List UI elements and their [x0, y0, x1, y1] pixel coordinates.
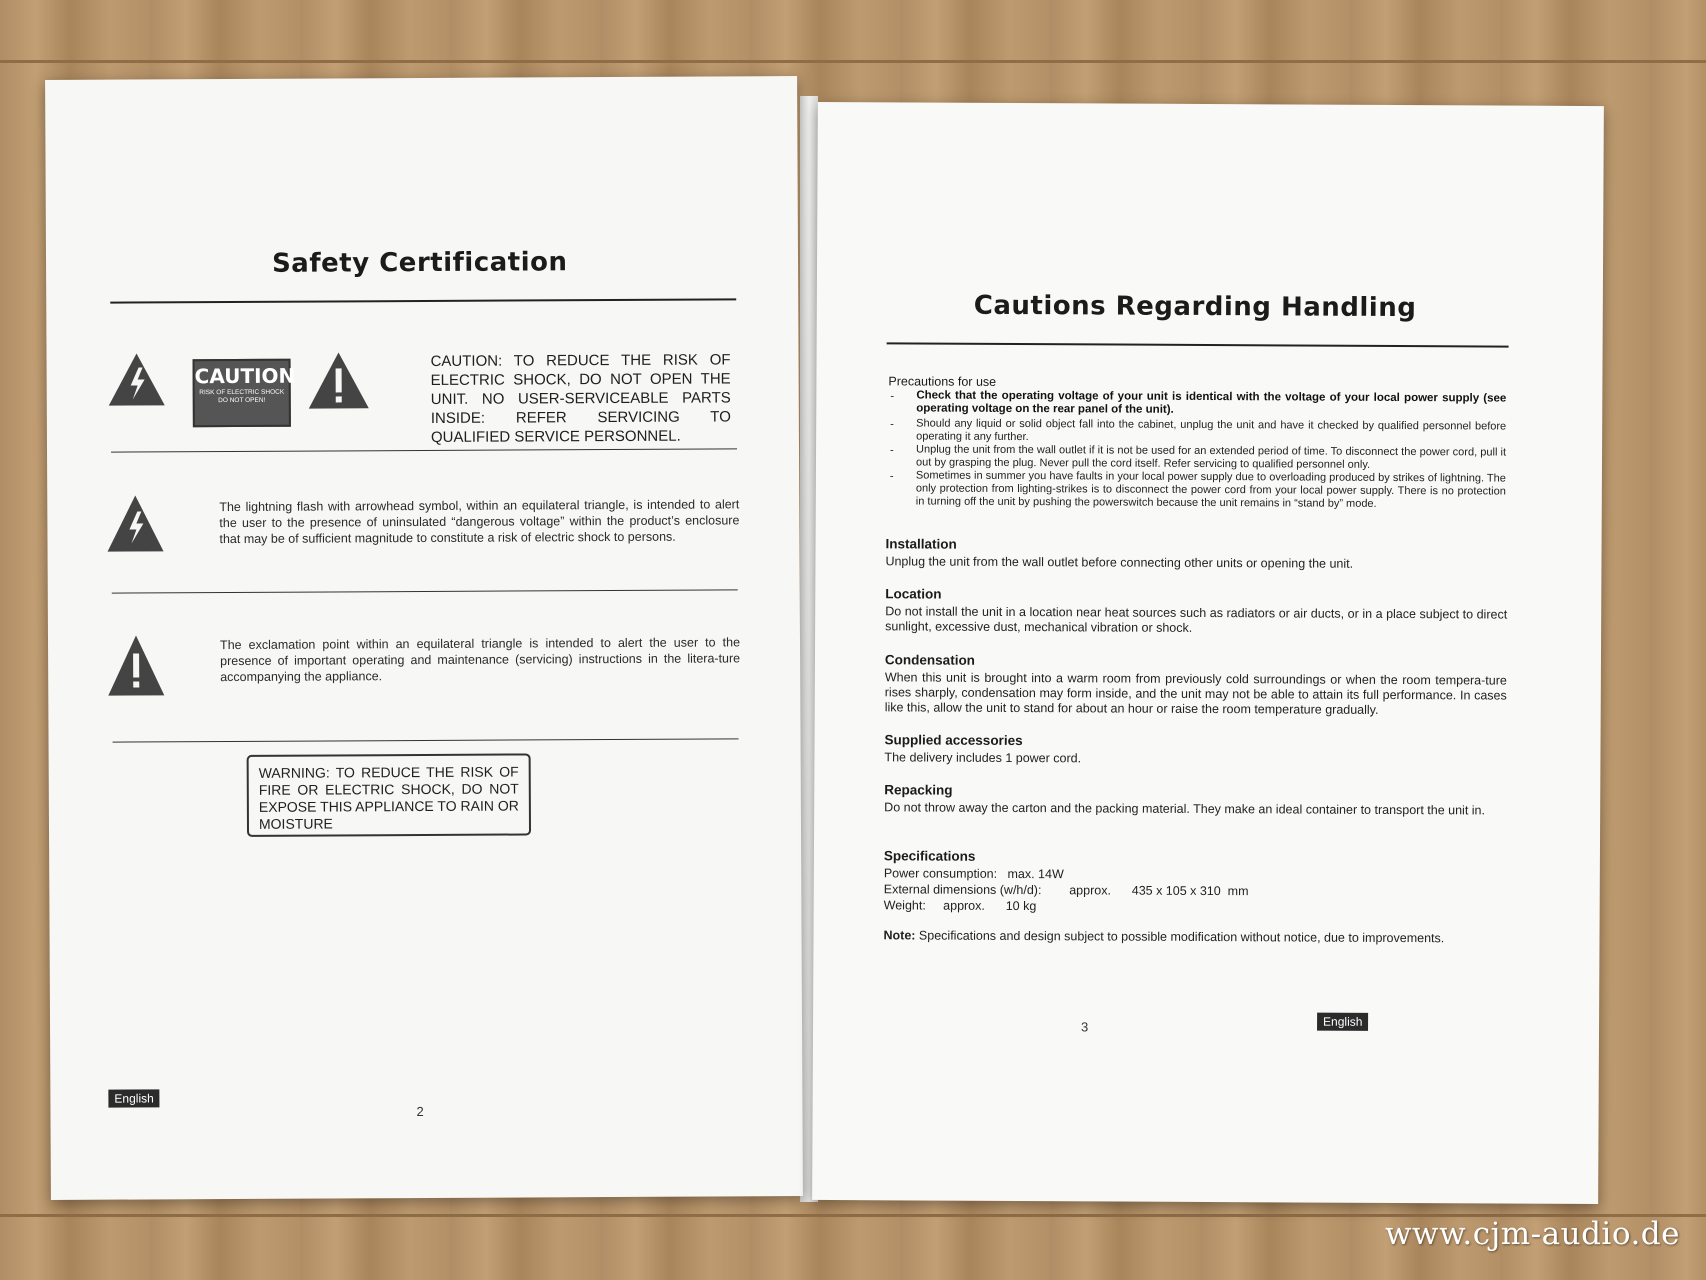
language-badge: English — [1317, 1013, 1368, 1031]
precaution-item: Unplug the unit from the wall outlet if it is not be used for an extended period of time. To disconnect the power cord, pull it out by grasping the plug. Never pull the cord itself. Refer servicing to qualified personnel only. — [915, 443, 1507, 471]
spec-weight: Weight: approx. 10 kg — [883, 898, 1037, 914]
bullet-dash: - — [890, 390, 895, 403]
page-left — [45, 76, 803, 1200]
spec-dimensions: External dimensions (w/h/d): approx. 435 x 105 x 310 mm — [883, 882, 1249, 899]
page-title: Safety Certification — [271, 247, 568, 279]
divider — [111, 448, 737, 452]
accessories-body: The delivery includes 1 power cord. — [884, 750, 1082, 766]
precaution-item: Check that the operating voltage of your unit is identical with the voltage of your local power supply (see operating voltage on the rear panel of the unit). — [916, 389, 1507, 416]
location-body: Do not install the unit in a location near heat sources such as radiators or air ducts, or in a place subject to direct sunlight, excessive dust, mechanical vibration or shock. — [885, 604, 1508, 635]
bullet-dash: - — [890, 418, 894, 431]
repacking-heading: Repacking — [884, 782, 953, 798]
accessories-heading: Supplied accessories — [884, 732, 1023, 749]
exclamation-warning-icon — [306, 350, 370, 410]
divider — [110, 298, 736, 303]
lightning-symbol-description: The lightning flash with arrowhead symbol, within an equilateral triangle, is intended to alert the user to the presence of uninsulated “dangerous voltage” within the product’s enclosure that may be of sufficient magnitude to constitute a risk of electric shock to persons. — [219, 497, 740, 547]
repacking-body: Do not throw away the carton and the packing material. They make an ideal container to transport the unit in. — [884, 800, 1486, 818]
page-number: 3 — [1081, 1019, 1089, 1035]
exclamation-symbol-description: The exclamation point within an equilateral triangle is intended to alert the user to the presence of important operating and maintenance (servicing) instructions in the litera-ture accompanying the appliance. — [219, 635, 741, 685]
floor-seam — [0, 60, 1706, 63]
precaution-item: Should any liquid or solid object fall into the cabinet, unplug the unit and have it checked by qualified personnel before operating it any further. — [916, 417, 1507, 444]
note-text: Specifications and design subject to possible modification without notice, due to improvements. — [918, 928, 1445, 946]
note — [883, 928, 1444, 945]
precaution-item: Sometimes in summer you have faults in your local power supply due to overloading produced by strikes of lightning. The only protection from lighting-strikes is to disconnect the power cord from your local power supply. There is no protection in turning off the unit by pushing the powerswitch because the unit remains in “stand by” mode. — [915, 469, 1506, 510]
watermark: www.cjm-audio.de — [1385, 1216, 1680, 1252]
lightning-warning-icon — [105, 493, 165, 553]
precautions-heading: Precautions for use — [888, 374, 997, 389]
spec-power: Power consumption: max. 14W — [883, 866, 1064, 882]
installation-heading: Installation — [885, 536, 957, 552]
divider — [887, 342, 1509, 347]
bullet-dash: - — [889, 470, 894, 483]
bullet-dash: - — [890, 444, 894, 457]
divider — [112, 589, 738, 593]
lightning-warning-icon — [106, 351, 166, 407]
caution-text: CAUTION: TO REDUCE THE RISK OF ELECTRIC SHOCK, DO NOT OPEN THE UNIT. NO USER-SERVICEABLE PARTS INSIDE: REFER SERVICING TO QUALIFIED SERVICE PERSONNEL. — [430, 351, 731, 446]
caution-sign-word: CAUTION — [194, 363, 296, 389]
language-badge: English — [108, 1089, 159, 1107]
caution-sign-subtext: RISK OF ELECTRIC SHOCK DO NOT OPEN! — [199, 388, 285, 405]
installation-body: Unplug the unit from the wall outlet before connecting other units or opening the unit. — [885, 554, 1354, 571]
page-number: 2 — [416, 1104, 424, 1120]
location-heading: Location — [885, 586, 942, 602]
warning-box: WARNING: TO REDUCE THE RISK OF FIRE OR ELECTRIC SHOCK, DO NOT EXPOSE THIS APPLIANCE TO RAIN OR MOISTURE — [247, 753, 531, 836]
divider — [113, 738, 739, 742]
page-title: Cautions Regarding Handling — [973, 290, 1417, 324]
specifications-heading: Specifications — [883, 848, 976, 864]
page-right — [812, 102, 1604, 1204]
exclamation-warning-icon — [106, 633, 166, 697]
condensation-body: When this unit is brought into a warm room from previously cold surroundings or when the room tempera-ture rises sharply, condensation may form inside, and the unit may not be able to attain its full performance. In cases like this, allow the unit to stand for about an hour or raise the room temperature gradually. — [884, 670, 1507, 717]
note-label: Note: — [883, 928, 916, 943]
condensation-heading: Condensation — [884, 652, 975, 668]
caution-sign — [193, 359, 296, 428]
